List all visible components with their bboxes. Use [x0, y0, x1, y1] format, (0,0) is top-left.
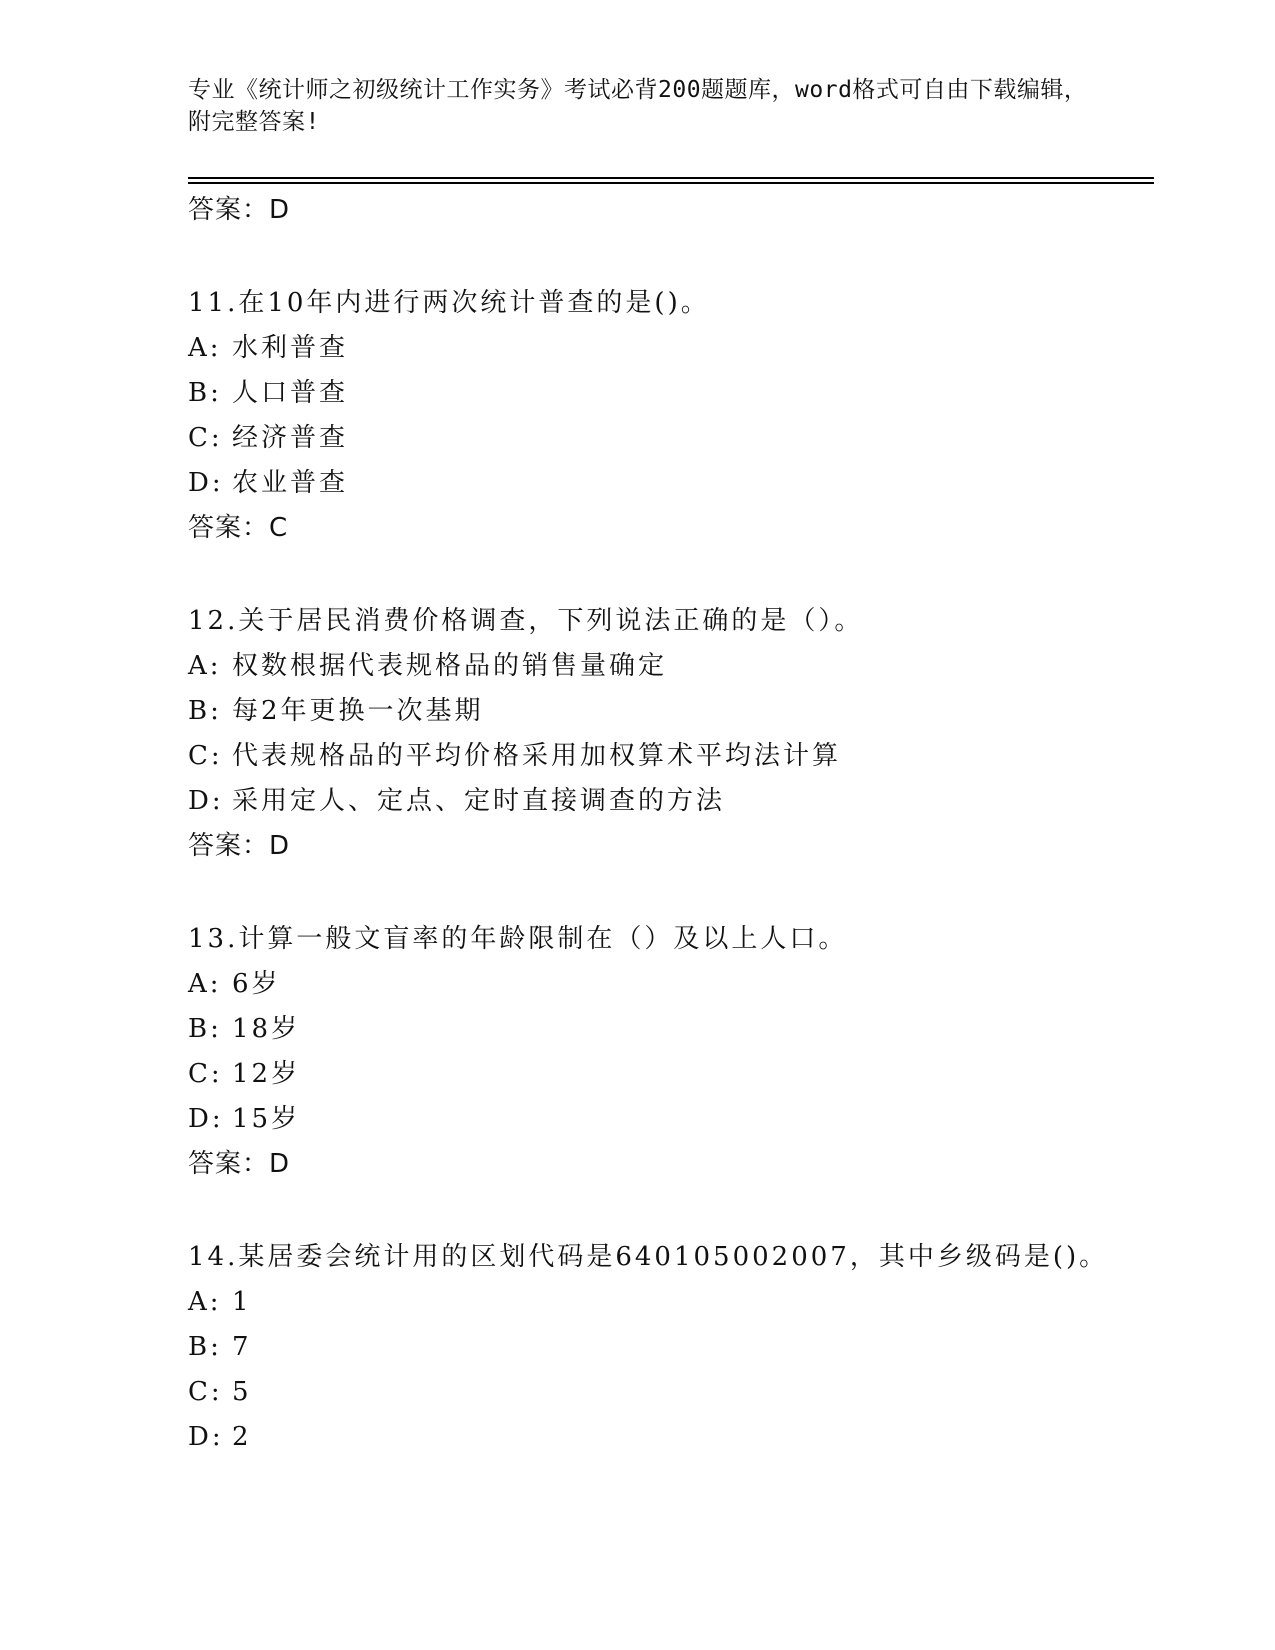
question-stem: 13.计算一般文盲率的年龄限制在（）及以上人口。 — [188, 924, 848, 954]
option-b — [188, 1007, 1154, 1052]
option-letter: A: — [188, 333, 222, 363]
option-text: 7 — [232, 1332, 252, 1362]
option-letter: A: — [188, 1287, 222, 1317]
spacer — [188, 233, 1154, 280]
question-stem: 14.某居委会统计用的区划代码是640105002007，其中乡级码是()。 — [188, 1242, 1109, 1272]
option-text: 18岁 — [232, 1014, 301, 1044]
option-letter: B: — [188, 378, 222, 408]
option-text: 6岁 — [232, 969, 281, 999]
option-letter: C: — [188, 741, 223, 771]
option-letter: D: — [188, 1104, 224, 1134]
option-b — [188, 371, 1154, 416]
option-c — [188, 1370, 1154, 1415]
option-text: 2 — [232, 1422, 252, 1452]
option-a — [188, 962, 1154, 1007]
question-stem: 12.关于居民消费价格调查，下列说法正确的是（）。 — [188, 606, 864, 636]
option-letter: A: — [188, 651, 222, 681]
header-divider — [188, 177, 1154, 179]
option-d — [188, 1415, 1154, 1460]
answer-line: 答案：D — [188, 1149, 291, 1179]
option-a — [188, 1280, 1154, 1325]
answer-line: 答案：D — [188, 831, 291, 861]
option-text: 15岁 — [232, 1104, 301, 1134]
option-d — [188, 461, 1154, 506]
option-b — [188, 1325, 1154, 1370]
option-a — [188, 326, 1154, 371]
option-text: 12岁 — [232, 1059, 301, 1089]
option-text: 人口普查 — [232, 378, 349, 408]
answer-line: 答案：D — [188, 195, 291, 225]
option-text: 经济普查 — [232, 423, 349, 453]
option-c — [188, 416, 1154, 461]
option-letter: D: — [188, 1422, 224, 1452]
option-text: 权数根据代表规格品的销售量确定 — [232, 651, 668, 681]
question-stem: 11.在10年内进行两次统计普查的是()。 — [188, 288, 710, 318]
option-letter: C: — [188, 1059, 223, 1089]
option-d — [188, 779, 1154, 824]
option-d — [188, 1097, 1154, 1142]
option-letter: B: — [188, 1332, 222, 1362]
option-c — [188, 1052, 1154, 1097]
option-text: 水利普查 — [232, 333, 349, 363]
option-letter: C: — [188, 1377, 223, 1407]
option-text: 5 — [232, 1377, 252, 1407]
option-letter: D: — [188, 468, 224, 498]
option-a — [188, 644, 1154, 689]
option-text: 采用定人、定点、定时直接调查的方法 — [232, 786, 726, 816]
spacer — [188, 551, 1154, 598]
spacer — [188, 1187, 1154, 1234]
question-list — [188, 188, 1154, 1460]
option-letter: C: — [188, 423, 223, 453]
option-letter: A: — [188, 969, 222, 999]
header-note: 专业《统计师之初级统计工作实务》考试必背200题题库，word格式可自由下载编辑，附完整答案! — [188, 77, 1088, 135]
option-letter: B: — [188, 696, 222, 726]
option-text: 农业普查 — [232, 468, 349, 498]
option-letter: D: — [188, 786, 224, 816]
option-c — [188, 734, 1154, 779]
option-b — [188, 689, 1154, 734]
header-divider-second — [188, 182, 1154, 184]
option-letter: B: — [188, 1014, 222, 1044]
spacer — [188, 869, 1154, 916]
option-text: 1 — [232, 1287, 252, 1317]
answer-line: 答案：C — [188, 513, 289, 543]
option-text: 代表规格品的平均价格采用加权算术平均法计算 — [232, 741, 842, 771]
option-text: 每2年更换一次基期 — [232, 696, 484, 726]
